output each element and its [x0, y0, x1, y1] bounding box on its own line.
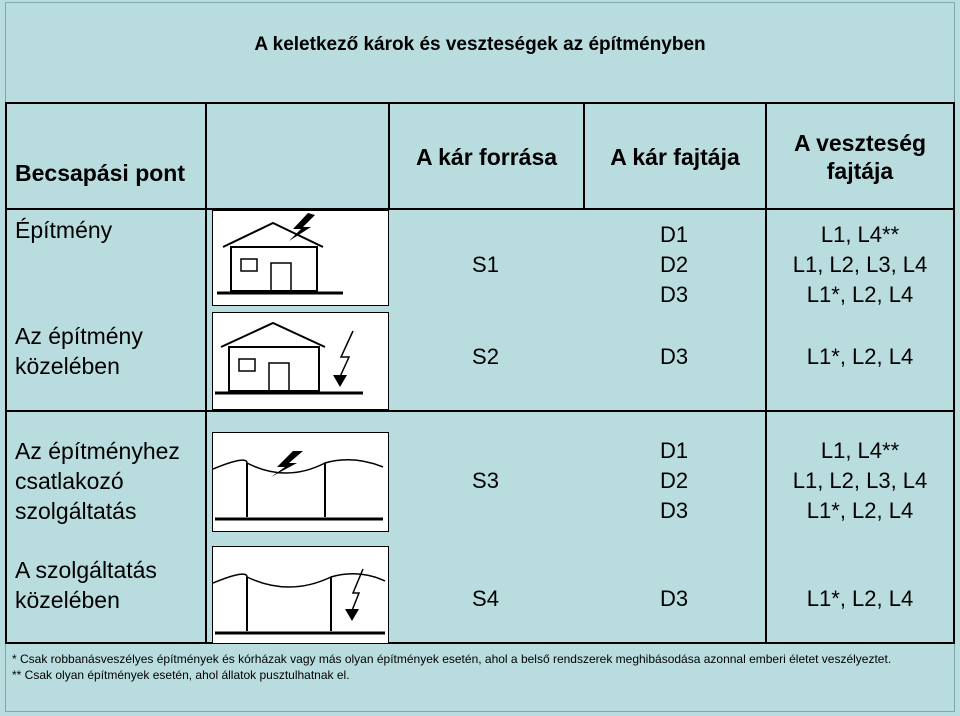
row-damage: D1 D2 D3: [659, 222, 689, 307]
building-near-strike-icon: [212, 312, 389, 410]
row-source: S2: [472, 344, 499, 369]
row-damage: D3: [659, 586, 689, 611]
line-near-strike-icon: [212, 546, 389, 644]
row-loss: L1, L4** L1, L2, L3, L4 L1*, L2, L4: [792, 438, 928, 523]
row-point-label: Az építmény közelében: [15, 323, 143, 379]
page-title: A keletkező károk és veszteségek az építményben: [254, 34, 706, 55]
footnote: ** Csak olyan építmények esetén, ahol állatok pusztulhatnak el.: [12, 668, 350, 682]
header-point: Becsapási pont: [15, 160, 185, 186]
header-damage: A kár fajtája: [610, 144, 740, 170]
row-damage: D3: [659, 344, 689, 369]
row-loss: L1, L4** L1, L2, L3, L4 L1*, L2, L4: [792, 222, 928, 307]
row-point-label: Az építményhez csatlakozó szolgáltatás: [15, 438, 180, 524]
row-source: S1: [472, 252, 499, 277]
line-strike-icon: [212, 432, 389, 532]
row-source: S4: [472, 586, 499, 611]
row-source: S3: [472, 468, 499, 493]
row-damage: D1 D2 D3: [659, 438, 689, 523]
building-strike-icon: [212, 210, 389, 306]
row-loss: L1*, L2, L4: [806, 344, 914, 369]
header-source: A kár forrása: [415, 144, 558, 170]
damage-loss-table: [5, 102, 955, 642]
footnotes: [12, 651, 942, 683]
row-point-label: Építmény: [15, 217, 113, 243]
row-point-label: A szolgáltatás közelében: [15, 557, 157, 613]
footnote: * Csak robbanásveszélyes építmények és kórházak vagy más olyan építmények esetén, ahol a belső rendszerek meghibásodása azonnal emberi életet veszélyeztet.: [12, 652, 892, 666]
row-loss: L1*, L2, L4: [806, 586, 914, 611]
header-loss: A veszteség fajtája: [793, 130, 927, 184]
